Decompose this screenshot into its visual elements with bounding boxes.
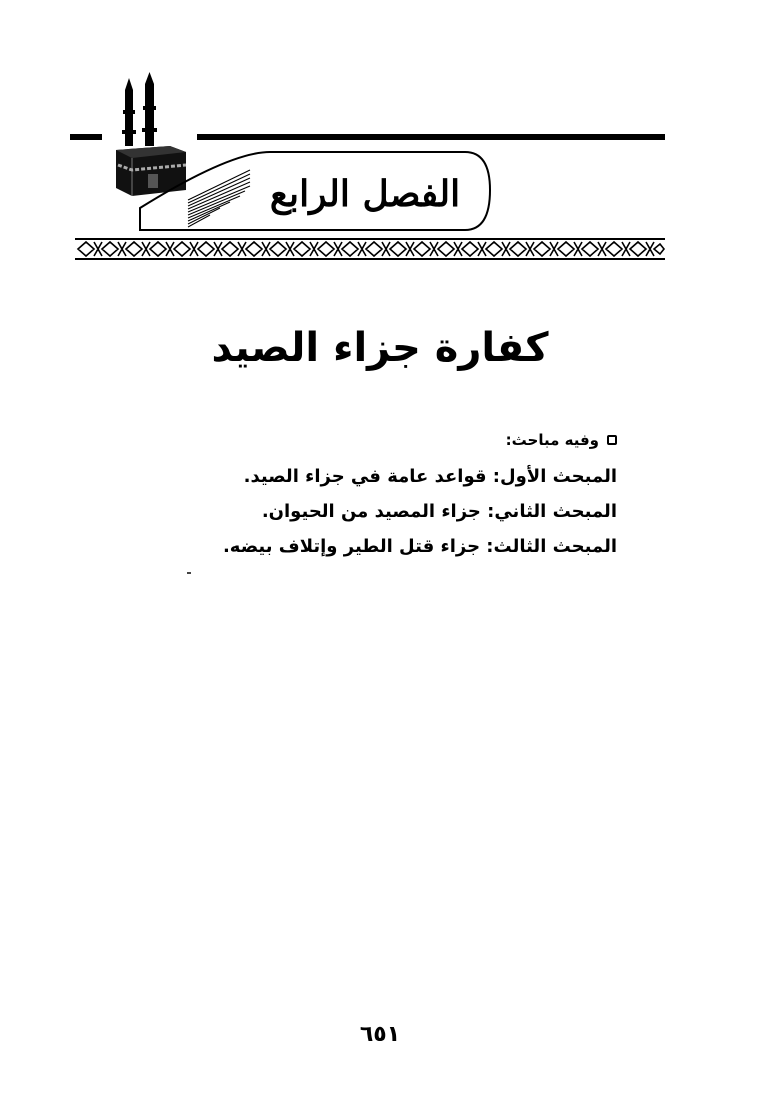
contents-intro-text: وفيه مباحث: (505, 431, 599, 449)
page-number: ٦٥١ (359, 1022, 401, 1047)
topic-item: المبحث الثاني: جزاء المصيد من الحيوان. (261, 501, 617, 522)
square-bullet-icon (607, 435, 617, 445)
ornamental-border-band (75, 238, 665, 260)
left-rule-segment (70, 134, 102, 140)
contents-intro (157, 425, 617, 455)
kaaba-icon (116, 146, 186, 196)
light-rays-decoration (188, 170, 250, 227)
page-title: كفارة جزاء الصيد (211, 325, 549, 371)
topic-item: المبحث الثالث: جزاء قتل الطير وإتلاف بيضه. (222, 536, 617, 557)
chapter-label: الفصل الرابع (269, 173, 461, 215)
scan-speck (187, 572, 191, 574)
topic-list (157, 459, 617, 564)
section-contents (157, 425, 617, 564)
minaret-icon (122, 72, 157, 146)
top-rule (197, 134, 665, 140)
topic-item: المبحث الأول: قواعد عامة في جزاء الصيد. (243, 466, 617, 487)
